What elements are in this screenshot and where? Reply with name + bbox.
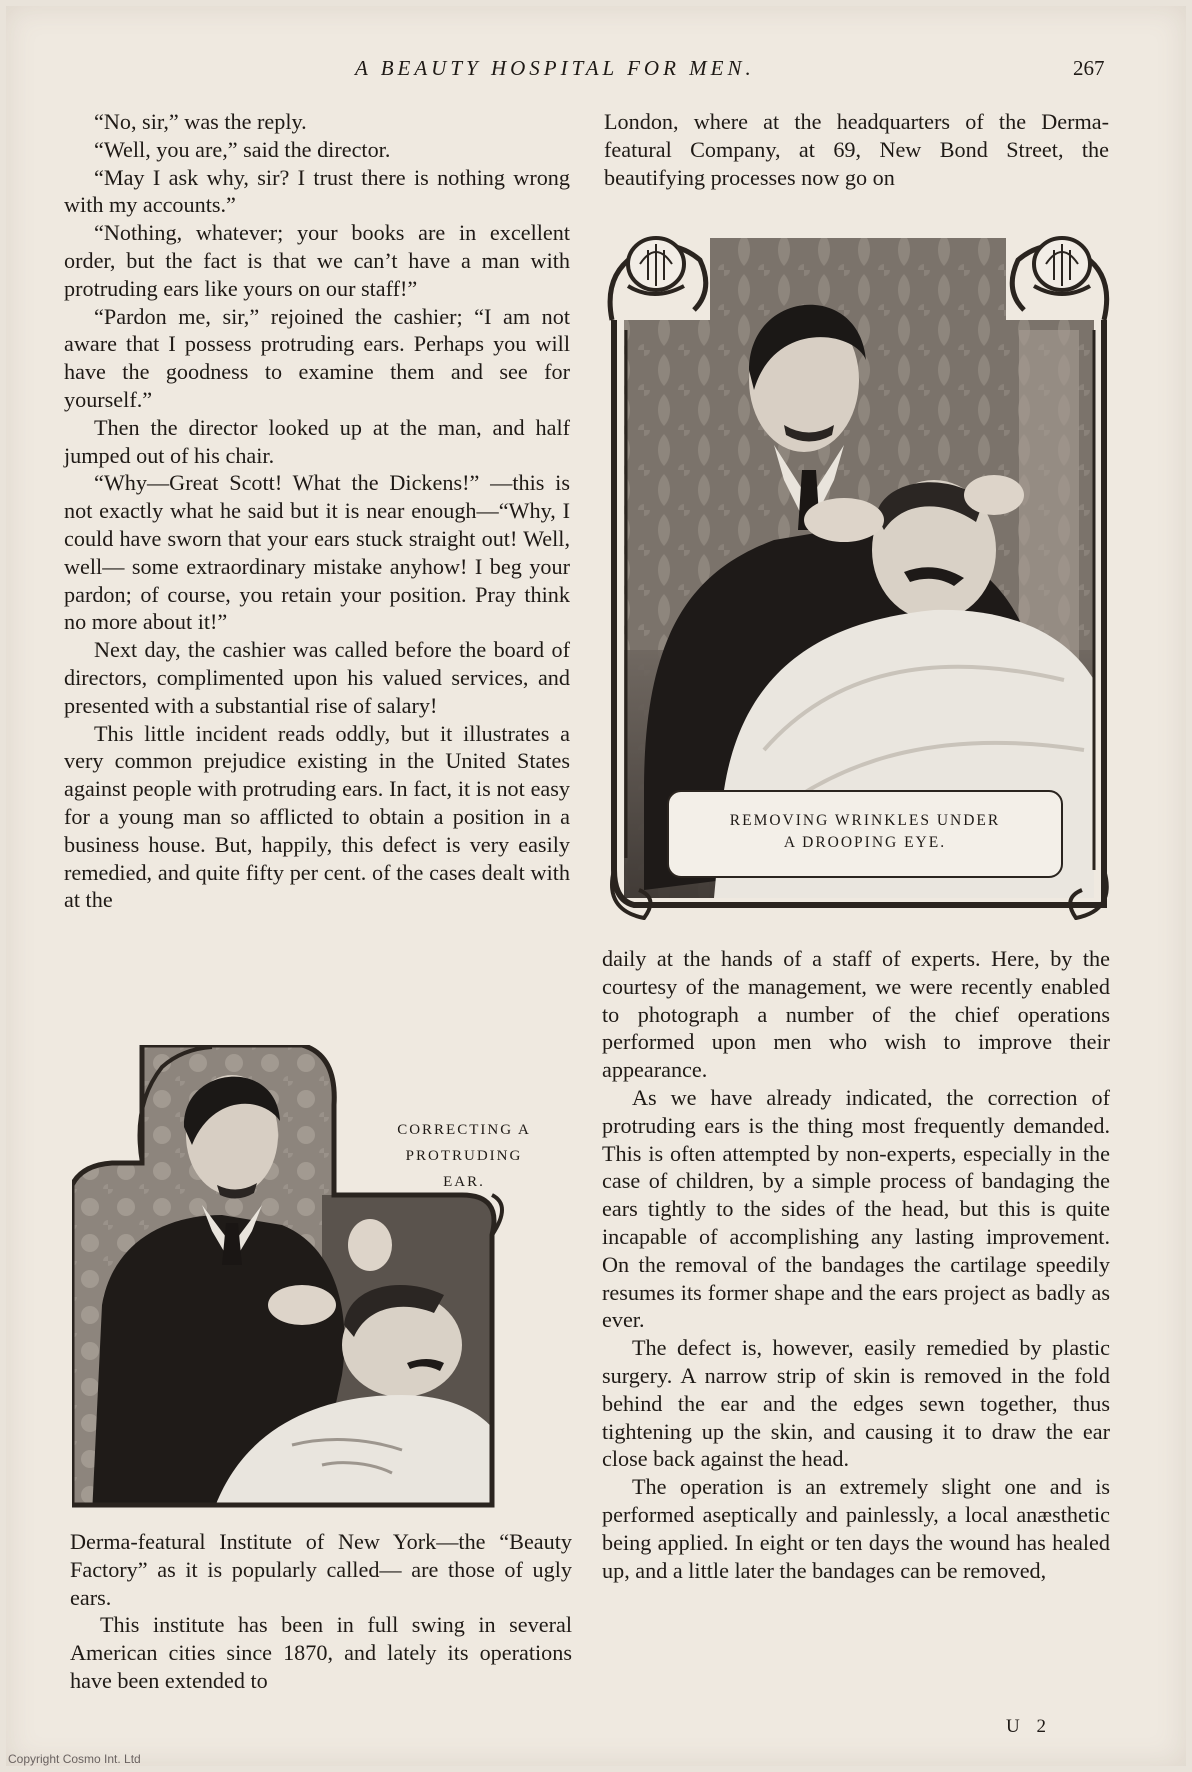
caption-box: [667, 790, 1063, 878]
figure-ear-correction: [72, 1045, 572, 1515]
right-column-bottom: [602, 945, 1110, 1584]
running-head: [0, 56, 1192, 86]
paragraph: “Nothing, whatever; your books are in excellent order, but the fact is that we can’t have a man with protruding ears like yours on our staff!”: [64, 220, 570, 301]
figure-wrinkle-removal: [604, 230, 1116, 920]
paragraph: The operation is an extremely slight one and is performed aseptically and painlessly, a local anæsthetic being applied. In eight or ten days the wound has healed up, and a little later the bandages can be removed,: [602, 1474, 1110, 1583]
paragraph: daily at the hands of a staff of experts. Here, by the courtesy of the management, we were recently enabled to photograph a number of the chief operations performed upon men who wish to improve their appearance.: [602, 946, 1110, 1083]
paragraph: “No, sir,” was the reply.: [94, 109, 307, 134]
paragraph: Derma-featural Institute of New York—the “Beauty Factory” as it is popularly called— are those of ugly ears.: [70, 1529, 572, 1610]
figure-caption: [669, 810, 1061, 854]
figure-caption: [384, 1117, 544, 1195]
signature-mark: U 2: [1006, 1716, 1052, 1737]
left-column-bottom: [70, 1528, 572, 1695]
caption-line: A DROOPING EYE.: [783, 834, 947, 851]
page-number: 267: [1073, 56, 1105, 80]
paragraph: “Why—Great Scott! What the Dickens!” —this is not exactly what he said but it is near enough—“Why, I could have sworn that your ears stuck straight out! Well, well— some extraordinary mistake anyhow! I beg your pardon; of course, you retain your position. Pray think no more about it!”: [64, 470, 570, 635]
caption-line: CORRECTING A: [397, 1122, 531, 1138]
paragraph: “Pardon me, sir,” rejoined the cashier; “I am not aware that I possess protruding ears. Perhaps you will have the goodness to examine them and see for yourself.”: [64, 303, 570, 412]
paragraph: This little incident reads oddly, but it illustrates a very common prejudice existing in the United States against people with protruding ears. In fact, it is not easy for a young man so afflicted to obtain a position in a business house. But, happily, this defect is very easily remedied, and quite fifty per cent. of the cases dealt with at the: [64, 720, 570, 913]
paragraph: This institute has been in full swing in several American cities since 1870, and lately its operations have been extended to: [70, 1612, 572, 1693]
copyright-notice: Copyright Cosmo Int. Ltd: [8, 1752, 141, 1766]
paragraph: “Well, you are,” said the director.: [94, 136, 391, 162]
caption-line: PROTRUDING: [405, 1148, 523, 1164]
ornamental-frame: [72, 1045, 572, 1515]
paragraph: “May I ask why, sir? I trust there is nothing wrong with my accounts.”: [64, 164, 570, 218]
caption-line: EAR.: [443, 1174, 485, 1190]
running-title: A BEAUTY HOSPITAL FOR MEN.: [355, 56, 755, 80]
paragraph: Then the director looked up at the man, and half jumped out of his chair.: [64, 414, 570, 468]
paragraph: London, where at the headquarters of the Derma-featural Company, at 69, New Bond Street, the beautifying processes now go on: [604, 109, 1109, 190]
right-column-top: [604, 108, 1109, 191]
paragraph: As we have already indicated, the correction of protruding ears is the thing most frequently demanded. This is often attempted by non-experts, especially in the case of children, by a simple process of bandaging the ears tightly to the sides of the head, but this is quite incapable of accomplishing any lasting improvement. On the removal of the bandages the cartilage speedily resumes its former shape and the ears project as badly as ever.: [602, 1084, 1110, 1333]
paragraph: Next day, the cashier was called before the board of directors, complimented upon his valued services, and presented with a substantial rise of salary!: [64, 637, 570, 718]
caption-line: REMOVING WRINKLES UNDER: [729, 812, 1001, 829]
left-column-top: [64, 108, 570, 914]
paragraph: The defect is, however, easily remedied by plastic surgery. A narrow strip of skin is removed in the fold behind the ear and the edges sewn together, thus tightening up the skin, and causing it to draw the ear close back against the head.: [602, 1335, 1110, 1472]
